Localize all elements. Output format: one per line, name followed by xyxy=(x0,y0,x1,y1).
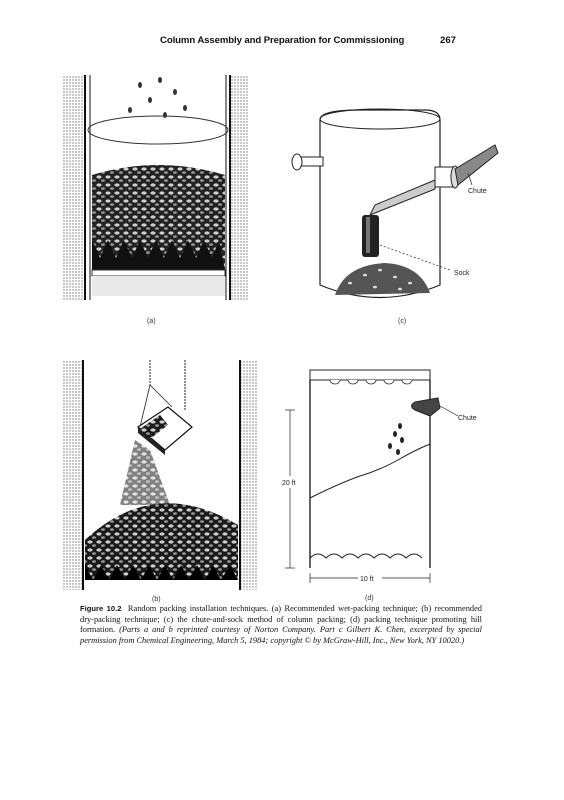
height-label: 20 ft xyxy=(282,480,296,487)
figure-panel-b xyxy=(60,355,260,603)
figure-panel-c xyxy=(290,105,500,325)
panel-label-c: (c) xyxy=(398,318,407,325)
chute-label-c: Chute xyxy=(468,188,487,195)
sock-label-c: Sock xyxy=(454,270,470,277)
width-label: 10 ft xyxy=(360,576,374,583)
page-header xyxy=(0,35,564,49)
panel-label-d: (d) xyxy=(365,595,374,602)
page-number: 267 xyxy=(440,35,457,46)
hill-formation-diagram xyxy=(280,368,495,593)
dry-packing-illustration xyxy=(60,355,260,595)
wet-packing-illustration xyxy=(60,70,250,310)
running-title: Column Assembly and Preparation for Commissioning xyxy=(160,35,405,46)
chute-label-d: Chute xyxy=(458,415,477,422)
figure-panel-d xyxy=(280,368,495,602)
panel-label-a: (a) xyxy=(147,318,156,325)
caption-text: Random packing installation techniques. (a) Recommended wet-packing technique; (b) recommended dry-packing technique; (c) the chute-and-sock method of column packing; (d) packing technique promoting hill formation. xyxy=(80,604,482,634)
chute-and-sock-illustration xyxy=(290,105,500,310)
caption-credit: (Parts a and b reprinted courtesy of Norton Company. Part c Gilbert K. Chen, excerpted by special permission from Chemical Engineering, March 5, 1984; copyright © by McGraw-Hill, Inc., New York, NY 10020.) xyxy=(80,625,483,645)
figure-number: Figure 10.2 xyxy=(80,604,122,613)
figure-caption xyxy=(80,604,482,646)
figure-panel-a xyxy=(60,70,250,325)
panel-label-b: (b) xyxy=(152,596,161,603)
